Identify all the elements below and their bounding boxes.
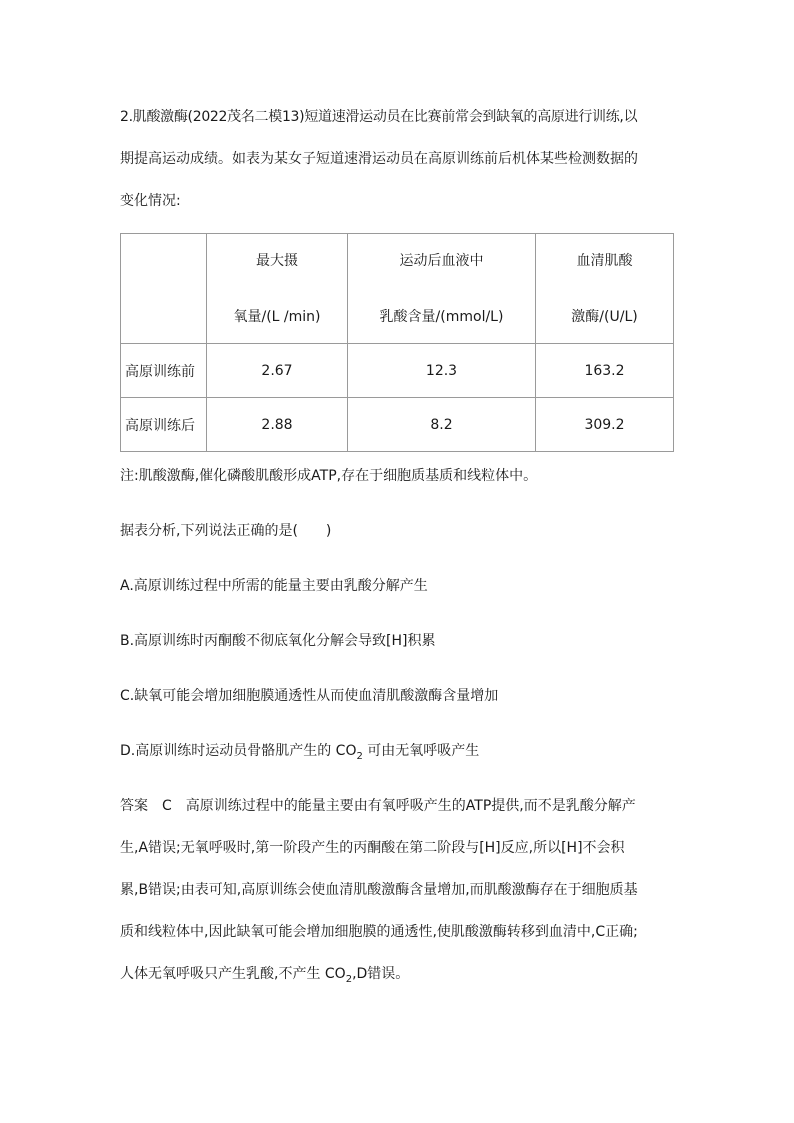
- row-label: 高原训练前: [121, 344, 207, 398]
- option-d: [120, 741, 479, 761]
- option-d-text-end: 可由无氧呼吸产生: [362, 743, 480, 759]
- answer-line-4: 质和线粒体中,因此缺氧可能会增加细胞膜的通透性,使肌酸激酶转移到血清中,C正确;: [120, 924, 638, 940]
- data-table: [120, 233, 674, 452]
- option-b: B.高原训练时丙酮酸不彻底氧化分解会导致[H]积累: [120, 633, 436, 649]
- table-header-row: [121, 234, 674, 344]
- table-cell: 163.2: [536, 344, 674, 398]
- answer-line-5-text: 人体无氧呼吸只产生乳酸,不产生 CO: [120, 966, 346, 982]
- table-row: [121, 344, 674, 398]
- answer-line-5-text-end: ,D错误。: [352, 966, 410, 982]
- table-cell: 8.2: [348, 398, 536, 452]
- header-cell-creatine-kinase: [536, 234, 674, 344]
- answer-subscript: 2: [345, 973, 353, 985]
- header-text: 最大摄: [256, 252, 298, 269]
- option-a: A.高原训练过程中所需的能量主要由乳酸分解产生: [120, 578, 428, 594]
- table-note: 注:肌酸激酶,催化磷酸肌酸形成ATP,存在于细胞质基质和线粒体中。: [120, 468, 538, 484]
- header-text: 激酶/(U/L): [571, 308, 638, 325]
- option-d-subscript: 2: [356, 750, 363, 762]
- question-stem: 据表分析,下列说法正确的是( ): [120, 523, 332, 539]
- question-line-2: 期提高运动成绩。如表为某女子短道速滑运动员在高原训练前后机体某些检测数据的: [120, 151, 638, 167]
- table-cell: 2.67: [207, 344, 348, 398]
- header-text: 运动后血液中: [399, 252, 484, 269]
- answer-line-3: 累,B错误;由表可知,高原训练会使血清肌酸激酶含量增加,而肌酸激酶存在于细胞质基: [120, 882, 638, 898]
- header-cell-empty: [121, 234, 207, 344]
- answer-line-1: 答案 C 高原训练过程中的能量主要由有氧呼吸产生的ATP提供,而不是乳酸分解产: [120, 798, 636, 814]
- answer-line-5: [120, 964, 409, 984]
- header-text: 血清肌酸: [576, 252, 633, 269]
- table-cell: 309.2: [536, 398, 674, 452]
- header-text: 氧量/(L /min): [233, 308, 321, 325]
- header-cell-lactate: [348, 234, 536, 344]
- option-d-text: D.高原训练时运动员骨骼肌产生的 CO: [120, 743, 357, 759]
- question-line-3: 变化情况:: [120, 193, 181, 209]
- question-line-1: 2.肌酸激酶(2022茂名二模13)短道速滑运动员在比赛前常会到缺氧的高原进行训练,以: [120, 109, 638, 125]
- table-cell: 2.88: [207, 398, 348, 452]
- answer-line-2: 生,A错误;无氧呼吸时,第一阶段产生的丙酮酸在第二阶段与[H]反应,所以[H]不会积: [120, 840, 625, 856]
- option-c: C.缺氧可能会增加细胞膜通透性从而使血清肌酸激酶含量增加: [120, 688, 499, 704]
- row-label: 高原训练后: [121, 398, 207, 452]
- header-text: 乳酸含量/(mmol/L): [379, 308, 504, 325]
- table-cell: 12.3: [348, 344, 536, 398]
- header-cell-max-oxygen: [207, 234, 348, 344]
- table-row: [121, 398, 674, 452]
